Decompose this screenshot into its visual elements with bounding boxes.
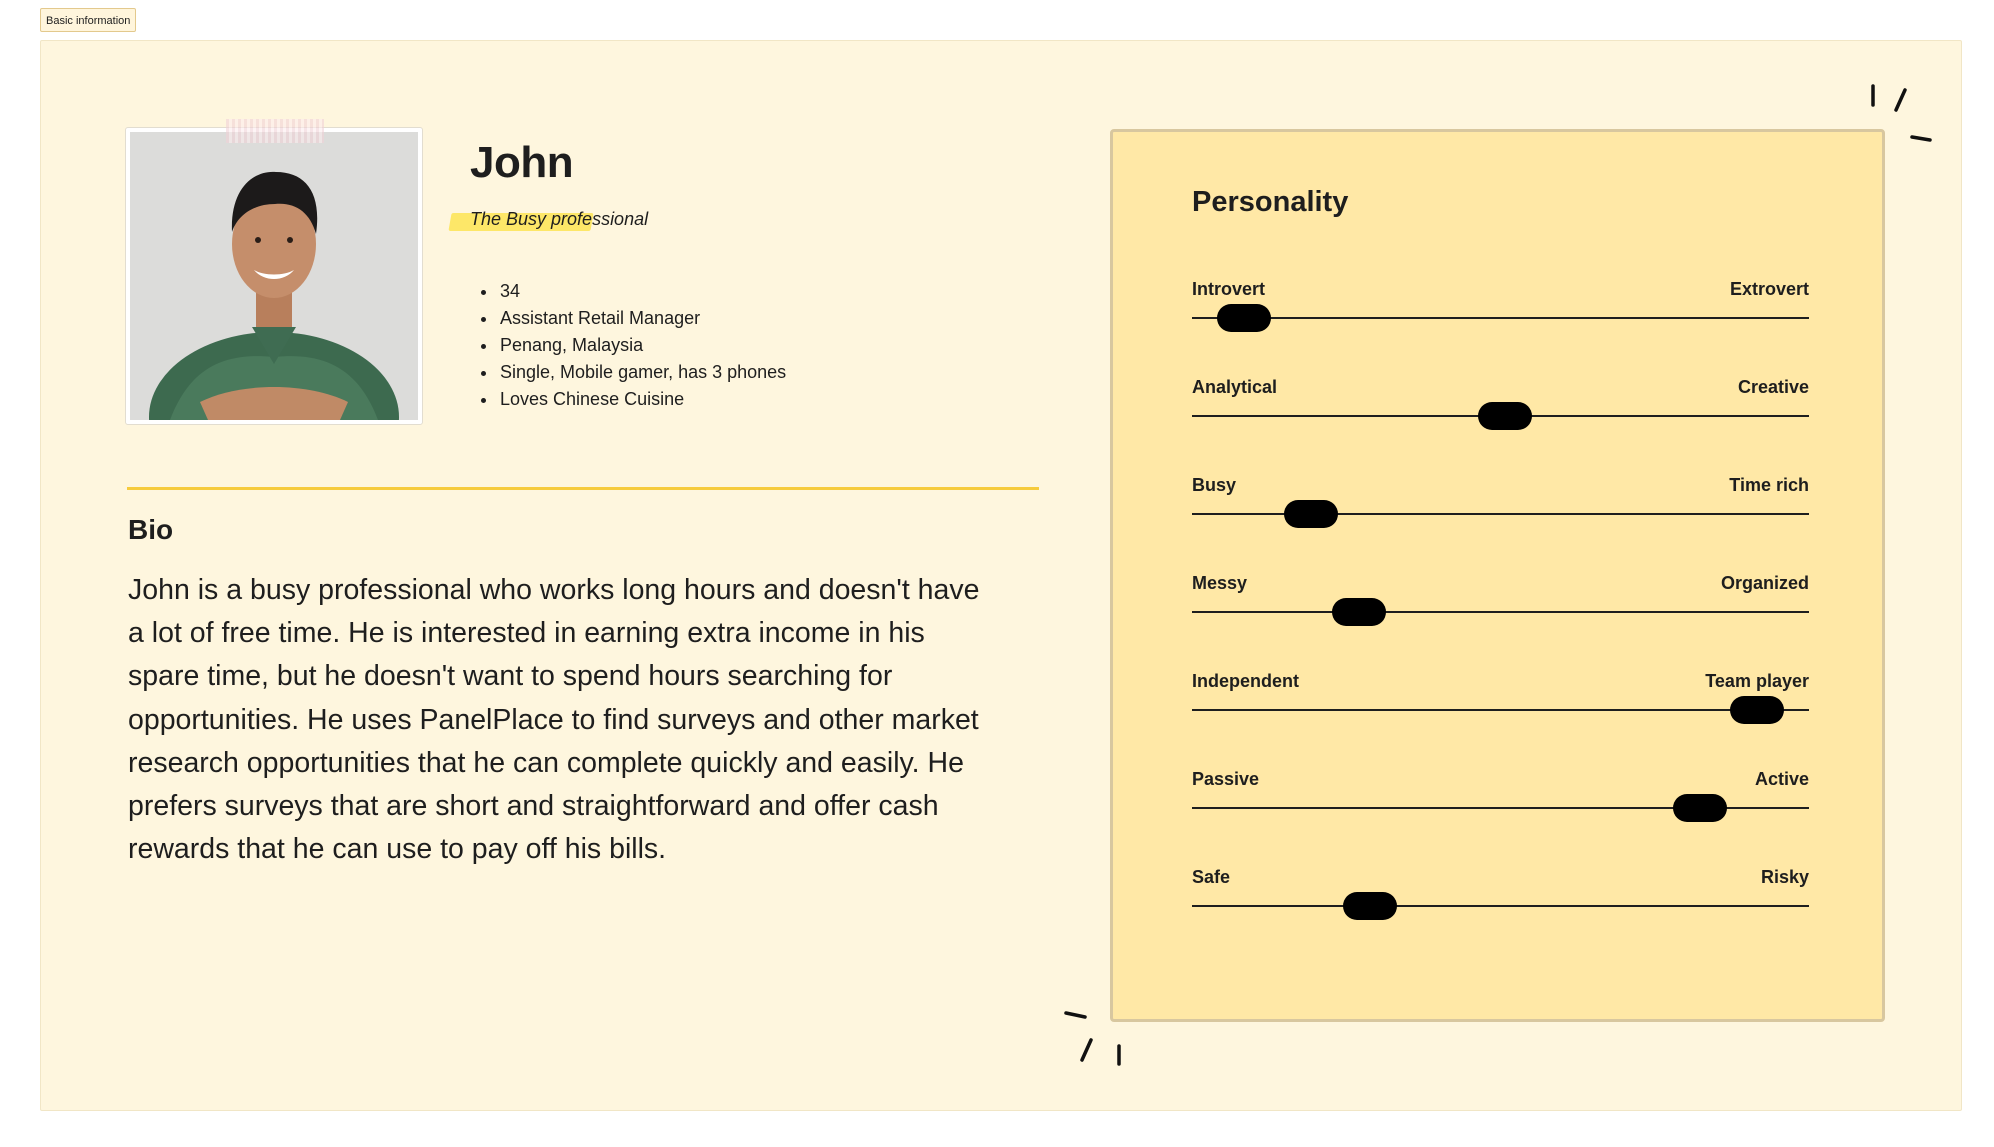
slider-left-label: Safe [1192, 867, 1231, 887]
fact-item: • Single, Mobile gamer, has 3 phones [498, 359, 786, 386]
persona-photo [130, 132, 418, 420]
photo-tape [226, 119, 324, 143]
slider-knob[interactable] [1332, 598, 1386, 626]
fact-item: • Assistant Retail Manager [498, 305, 786, 332]
persona-name: John [470, 138, 574, 187]
persona-tagline: The Busy professional [470, 209, 649, 229]
persona-photo-card [125, 127, 423, 425]
slider-left-label: Messy [1192, 573, 1248, 593]
slider-left-label: Introvert [1192, 279, 1266, 299]
personality-title: Personality [1192, 186, 1349, 218]
slider-right-label: Active [1754, 769, 1809, 789]
personality-slider[interactable] [1192, 475, 1809, 535]
slider-knob[interactable] [1478, 402, 1532, 430]
spark-doodle-top-right [1860, 80, 1940, 150]
slider-right-label: Organized [1720, 573, 1809, 593]
slider-right-label: Extrovert [1729, 279, 1809, 299]
persona-facts [478, 278, 786, 413]
personality-slider[interactable] [1192, 769, 1809, 829]
slider-track[interactable] [1192, 611, 1809, 613]
personality-slider[interactable] [1192, 377, 1809, 437]
personality-card [1110, 129, 1885, 1022]
slider-right-label: Creative [1737, 377, 1809, 397]
slider-left-label: Passive [1192, 769, 1260, 789]
section-divider [127, 487, 1039, 490]
slider-knob[interactable] [1673, 794, 1727, 822]
slider-knob[interactable] [1730, 696, 1784, 724]
fact-item: • Loves Chinese Cuisine [498, 386, 786, 413]
spark-doodle-bottom-left [1058, 1004, 1128, 1074]
slider-left-label: Independent [1192, 671, 1299, 691]
personality-slider[interactable] [1192, 671, 1809, 731]
slider-track[interactable] [1192, 709, 1809, 711]
slider-left-label: Analytical [1192, 377, 1278, 397]
fact-item: • 34 [498, 278, 786, 305]
slider-knob[interactable] [1343, 892, 1397, 920]
slider-right-label: Time rich [1729, 475, 1809, 495]
personality-slider[interactable] [1192, 867, 1809, 927]
slider-track[interactable] [1192, 317, 1809, 319]
fact-item: • Penang, Malaysia [498, 332, 786, 359]
slider-knob[interactable] [1217, 304, 1271, 332]
slider-right-label: Risky [1760, 867, 1809, 887]
slider-track[interactable] [1192, 905, 1809, 907]
personality-slider[interactable] [1192, 573, 1809, 633]
bio-text: John is a busy professional who works long hours and doesn't have a lot of free time. He is interested in earning extra income in his spare time, but he doesn't want to spend hours searching for opportunities. He uses PanelPlace to find surveys and other market research opportunities that he can complete quickly and easily. He prefers surveys that are short and straightforward and offer cash rewards that he can use to pay off his bills. [128, 574, 980, 866]
frame-tag[interactable]: Basic information [40, 8, 136, 32]
slider-right-label: Team player [1705, 671, 1809, 691]
slider-knob[interactable] [1284, 500, 1338, 528]
person-image [130, 132, 418, 420]
personality-slider[interactable] [1192, 279, 1809, 339]
slider-left-label: Busy [1192, 475, 1237, 495]
bio-title: Bio [128, 514, 174, 545]
